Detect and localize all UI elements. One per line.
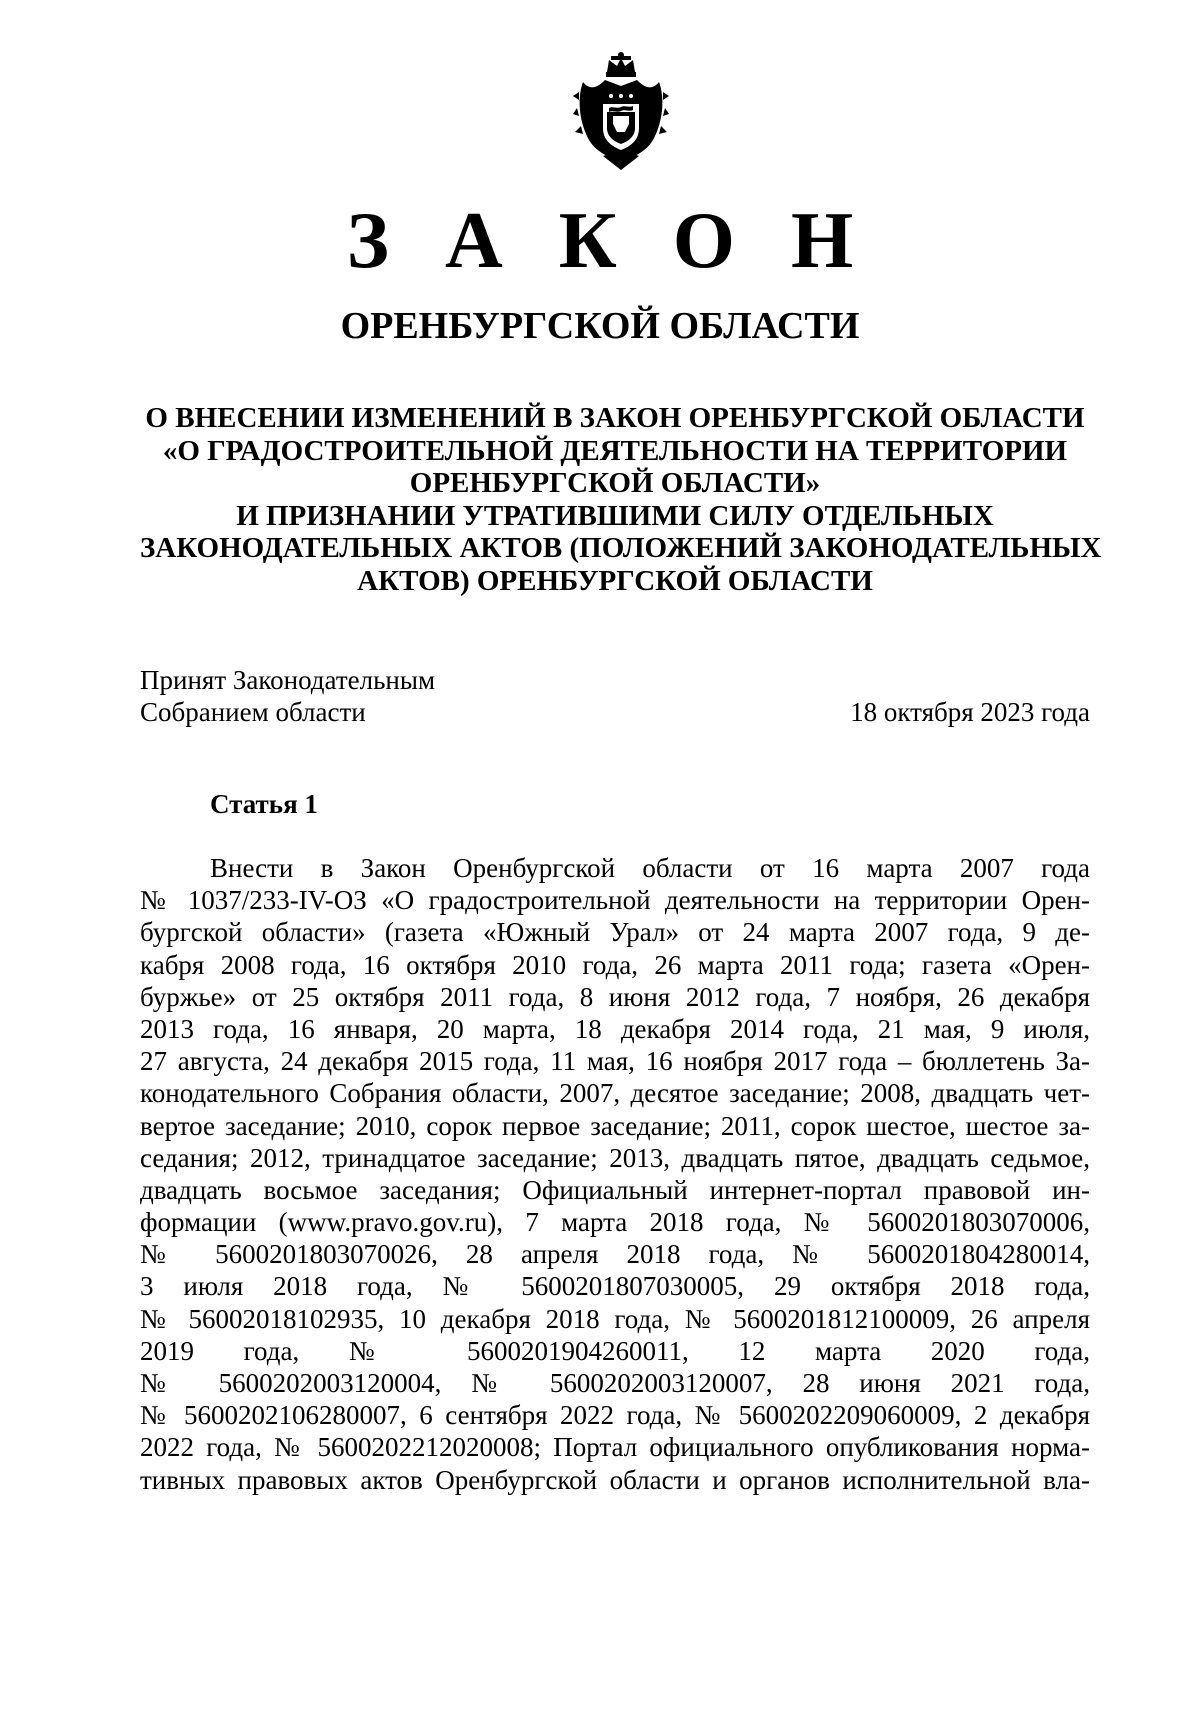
article-line: 2019 года, № 5600201904260011, 12 марта 2020 года, <box>140 1335 1090 1366</box>
article-line: 2022 года, № 5600202212020008; Портал официального опубликования норма- <box>140 1432 1090 1463</box>
article-line: Внести в Закон Оренбургской области от 16 марта 2007 года <box>210 853 1090 883</box>
article-line: 27 августа, 24 декабря 2015 года, 11 мая, 16 ноября 2017 года – бюллетень За- <box>140 1046 1090 1077</box>
article-line: кабря 2008 года, 16 октября 2010 года, 26 марта 2011 года; газета «Орен- <box>140 949 1090 980</box>
adoption-block <box>140 664 1090 728</box>
law-subject-line: ОРЕНБУРГСКОЙ ОБЛАСТИ» <box>409 467 821 499</box>
article-line: № 56002018102935, 10 декабря 2018 года, № 5600201812100009, 26 апреля <box>140 1303 1090 1334</box>
article-line: буржье» от 25 октября 2011 года, 8 июня 2012 года, 7 ноября, 26 декабря <box>140 981 1090 1012</box>
law-title: З А К О Н <box>346 197 872 285</box>
article-line: № 5600202003120004, № 5600202003120007, 28 июня 2021 года, <box>140 1368 1090 1398</box>
adoption-date: 18 октября 2023 года <box>850 697 1090 727</box>
article-line: 3 июля 2018 года, № 5600201807030005, 29 октября 2018 года, <box>140 1271 1090 1302</box>
article-line: бургской области» (газета «Южный Урал» от 24 марта 2007 года, 9 де- <box>140 917 1090 948</box>
article-heading: Статья 1 <box>210 789 318 819</box>
law-subject-line: ЗАКОНОДАТЕЛЬНЫХ АКТОВ (ПОЛОЖЕНИЙ ЗАКОНОДАТЕЛЬНЫХ <box>140 532 1102 564</box>
law-subject-line: И ПРИЗНАНИИ УТРАТИВШИМИ СИЛУ ОТДЕЛЬНЫХ <box>236 499 994 532</box>
article-line: конодательного Собрания области, 2007, десятое заседание; 2008, двадцать чет- <box>140 1078 1090 1109</box>
article-body <box>140 852 1090 1496</box>
law-region: ОРЕНБУРГСКОЙ ОБЛАСТИ <box>340 305 860 347</box>
adoption-line-1: Принят Законодательным <box>140 665 436 695</box>
law-subject-line: «О ГРАДОСТРОИТЕЛЬНОЙ ДЕЯТЕЛЬНОСТИ НА ТЕРРИТОРИИ <box>162 434 1068 467</box>
law-subject-line: О ВНЕСЕНИИ ИЗМЕНЕНИЙ В ЗАКОН ОРЕНБУРГСКОЙ ОБЛАСТИ <box>145 402 1085 434</box>
article-line: формации (www.pravo.gov.ru), 7 марта 2018 года, № 5600201803070006, <box>140 1207 1090 1238</box>
article-line: седания; 2012, тринадцатое заседание; 2013, двадцать пятое, двадцать седьмое, <box>140 1142 1090 1173</box>
article-line: № 1037/233-IV-ОЗ «О градостроительной деятельности на территории Орен- <box>140 885 1090 916</box>
law-subject-line: АКТОВ) ОРЕНБУРГСКОЙ ОБЛАСТИ <box>357 564 873 597</box>
law-subject <box>140 402 1102 597</box>
article-line: № 5600201803070026, 28 апреля 2018 года, № 5600201804280014, <box>140 1239 1090 1270</box>
article-line: 2013 года, 16 января, 20 марта, 18 декабря 2014 года, 21 мая, 9 июля, <box>140 1013 1090 1044</box>
adoption-line-2: Собранием области <box>140 697 366 727</box>
article-line: вертое заседание; 2010, сорок первое заседание; 2011, сорок шестое, шестое за- <box>140 1110 1090 1141</box>
coat-of-arms-emblem-icon <box>573 52 669 170</box>
article-line: двадцать восьмое заседания; Официальный интернет-портал правовой ин- <box>140 1174 1090 1205</box>
article-line: № 5600202106280007, 6 сентября 2022 года, № 5600202209060009, 2 декабря <box>140 1400 1090 1431</box>
article-line: тивных правовых актов Оренбургской области и органов исполнительной вла- <box>140 1464 1090 1495</box>
